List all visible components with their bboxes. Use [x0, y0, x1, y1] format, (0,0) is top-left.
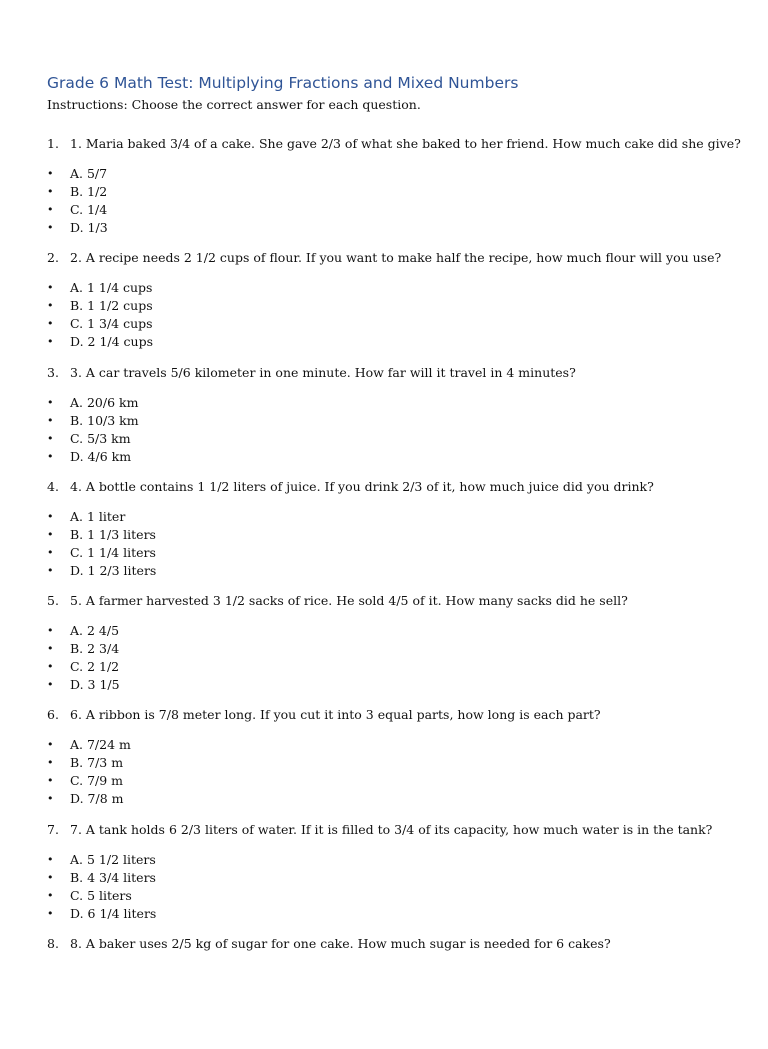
- option-a: [47, 622, 727, 640]
- option-label: A. 2 4/5: [70, 623, 120, 639]
- option-label: D. 1/3: [70, 220, 108, 235]
- option-b: [47, 869, 727, 887]
- bullet-icon: •: [47, 527, 54, 541]
- option-label: D. 4/6 km: [70, 448, 132, 464]
- bullet-icon: •: [47, 509, 54, 523]
- question-number: 6.: [47, 707, 59, 723]
- bullet-icon: •: [47, 624, 54, 638]
- bullet-icon: •: [47, 431, 54, 445]
- option-c: [47, 772, 727, 790]
- question-6: [47, 706, 727, 820]
- bullet-icon: •: [47, 449, 54, 463]
- question-text: [47, 135, 741, 153]
- bullet-icon: •: [47, 792, 54, 806]
- bullet-icon: •: [47, 203, 54, 216]
- option-label: D. 6 1/4 liters: [70, 905, 157, 921]
- option-d: [47, 448, 727, 466]
- option-label: C. 5/3 km: [70, 430, 131, 446]
- option-d: [47, 333, 727, 351]
- document-page: [47, 72, 741, 1049]
- option-b: [47, 297, 727, 315]
- question-number: 3.: [47, 364, 59, 380]
- question-4: [47, 478, 727, 592]
- option-label: D. 7/8 m: [70, 791, 124, 807]
- option-label: A. 7/24 m: [70, 737, 131, 753]
- question-prompt: 5. A farmer harvested 3 1/2 sacks of rice. He sold 4/5 of it. How many sacks did he sell?: [70, 593, 628, 609]
- option-b: [47, 526, 727, 544]
- bullet-icon: •: [47, 870, 54, 884]
- option-list: [47, 851, 727, 923]
- question-text: [47, 706, 727, 724]
- option-label: B. 7/3 m: [70, 755, 124, 771]
- bullet-icon: •: [47, 395, 54, 409]
- option-c: [47, 201, 727, 219]
- option-d: [47, 790, 727, 808]
- option-list: [47, 165, 727, 237]
- option-label: A. 5 1/2 liters: [70, 851, 156, 867]
- question-number: 8.: [47, 936, 59, 952]
- option-label: B. 1/2: [70, 184, 108, 199]
- option-list: [47, 622, 727, 694]
- question-text: [47, 364, 727, 382]
- option-c: [47, 658, 727, 676]
- bullet-icon: •: [47, 221, 54, 234]
- option-list: [47, 508, 727, 580]
- question-prompt: 2. A recipe needs 2 1/2 cups of flour. If you want to make half the recipe, how much flour will you use?: [70, 250, 722, 266]
- bullet-icon: •: [47, 299, 54, 313]
- question-5: [47, 592, 727, 706]
- option-label: A. 20/6 km: [70, 394, 139, 410]
- question-number: 1.: [47, 136, 59, 151]
- question-number: 5.: [47, 593, 59, 609]
- question-7: [47, 821, 727, 935]
- option-c: [47, 430, 727, 448]
- option-a: [47, 508, 727, 526]
- question-prompt: 8. A baker uses 2/5 kg of sugar for one cake. How much sugar is needed for 6 cakes?: [70, 936, 611, 952]
- option-label: B. 1 1/2 cups: [70, 298, 153, 314]
- question-prompt: 7. A tank holds 6 2/3 liters of water. If it is filled to 3/4 of its capacity, how much water is in the tank?: [70, 821, 713, 837]
- option-label: C. 1 3/4 cups: [70, 316, 153, 332]
- question-text: [47, 935, 727, 953]
- question-text: [47, 478, 727, 496]
- question-text: [47, 821, 727, 839]
- bullet-icon: •: [47, 738, 54, 752]
- bullet-icon: •: [47, 756, 54, 770]
- option-label: C. 1/4: [70, 202, 108, 217]
- option-b: [47, 183, 727, 201]
- option-label: A. 5/7: [70, 166, 108, 181]
- bullet-icon: •: [47, 185, 54, 198]
- bullet-icon: •: [47, 413, 54, 427]
- option-b: [47, 640, 727, 658]
- option-label: B. 4 3/4 liters: [70, 869, 156, 885]
- option-d: [47, 562, 727, 580]
- bullet-icon: •: [47, 774, 54, 788]
- option-label: D. 2 1/4 cups: [70, 334, 154, 350]
- question-2: [47, 249, 727, 363]
- option-label: B. 1 1/3 liters: [70, 526, 156, 542]
- option-d: [47, 905, 727, 923]
- question-prompt: 6. A ribbon is 7/8 meter long. If you cut it into 3 equal parts, how long is each part?: [70, 707, 601, 723]
- option-c: [47, 315, 727, 333]
- bullet-icon: •: [47, 545, 54, 559]
- option-label: C. 2 1/2: [70, 659, 120, 675]
- option-c: [47, 887, 727, 905]
- option-d: [47, 219, 727, 237]
- option-a: [47, 851, 727, 869]
- option-a: [47, 394, 727, 412]
- instructions: Instructions: Choose the correct answer for each question.: [47, 97, 421, 112]
- question-8: [47, 935, 727, 1049]
- bullet-icon: •: [47, 852, 54, 866]
- option-b: [47, 754, 727, 772]
- option-label: A. 1 liter: [70, 508, 126, 524]
- bullet-icon: •: [47, 678, 54, 692]
- question-prompt: 3. A car travels 5/6 kilometer in one minute. How far will it travel in 4 minutes?: [70, 364, 576, 380]
- question-number: 2.: [47, 250, 59, 266]
- option-list: [47, 279, 727, 351]
- option-label: B. 2 3/4: [70, 641, 120, 657]
- option-list: [47, 394, 727, 466]
- bullet-icon: •: [47, 660, 54, 674]
- option-c: [47, 544, 727, 562]
- bullet-icon: •: [47, 642, 54, 656]
- bullet-icon: •: [47, 906, 54, 920]
- option-label: D. 1 2/3 liters: [70, 562, 157, 578]
- question-prompt: 1. Maria baked 3/4 of a cake. She gave 2/3 of what she baked to her friend. How much cake did she give?: [70, 136, 741, 151]
- option-label: C. 5 liters: [70, 887, 132, 903]
- document-title: Grade 6 Math Test: Multiplying Fractions and Mixed Numbers: [47, 74, 519, 92]
- option-a: [47, 736, 727, 754]
- option-label: B. 10/3 km: [70, 412, 139, 428]
- question-text: [47, 249, 727, 267]
- option-label: C. 7/9 m: [70, 773, 124, 789]
- option-label: D. 3 1/5: [70, 677, 120, 693]
- option-d: [47, 676, 727, 694]
- question-3: [47, 364, 727, 478]
- question-list: [47, 135, 741, 1049]
- question-number: 4.: [47, 478, 59, 494]
- question-1: [47, 135, 741, 249]
- bullet-icon: •: [47, 281, 54, 295]
- question-text: [47, 592, 727, 610]
- option-b: [47, 412, 727, 430]
- bullet-icon: •: [47, 317, 54, 331]
- bullet-icon: •: [47, 167, 54, 180]
- bullet-icon: •: [47, 888, 54, 902]
- question-prompt: 4. A bottle contains 1 1/2 liters of juice. If you drink 2/3 of it, how much juice did you drink?: [70, 478, 654, 494]
- question-number: 7.: [47, 821, 59, 837]
- option-list: [47, 736, 727, 808]
- option-a: [47, 165, 727, 183]
- option-a: [47, 279, 727, 297]
- option-label: C. 1 1/4 liters: [70, 544, 156, 560]
- bullet-icon: •: [47, 563, 54, 577]
- bullet-icon: •: [47, 335, 54, 349]
- option-label: A. 1 1/4 cups: [70, 280, 153, 296]
